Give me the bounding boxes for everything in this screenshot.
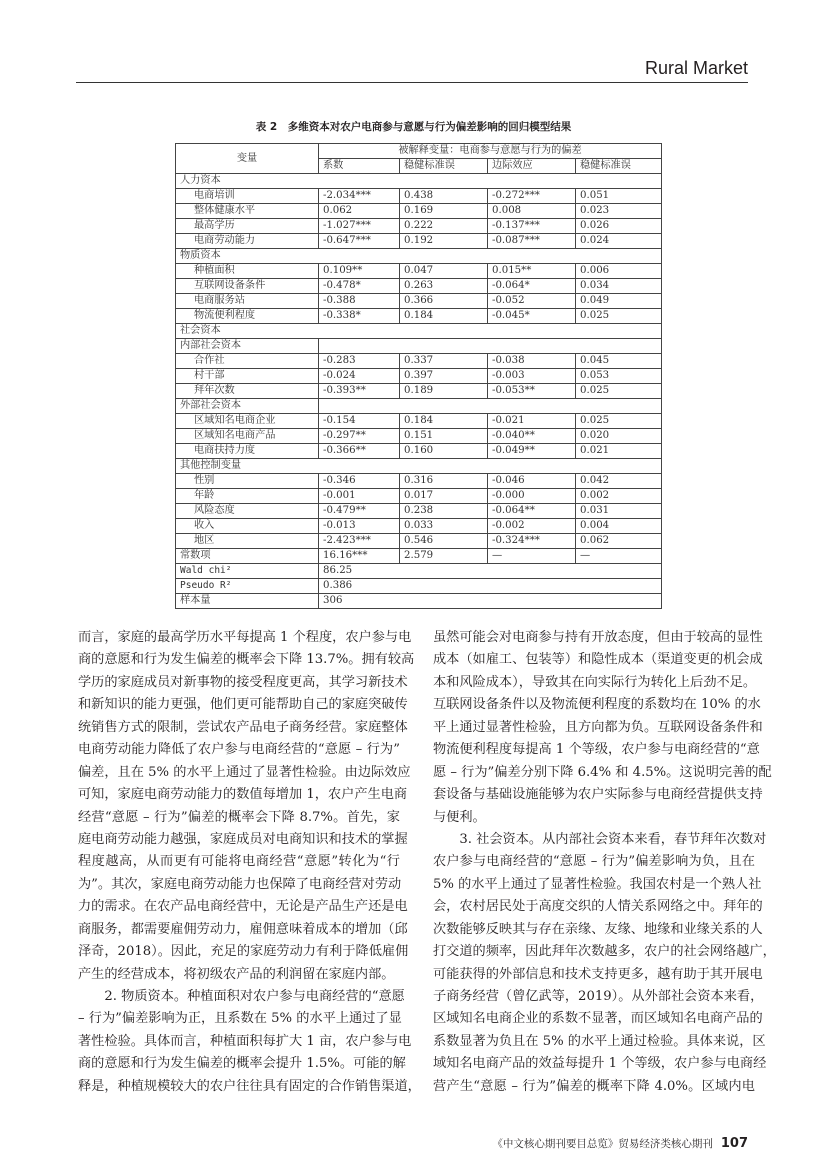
- table-cell: -0.045*: [488, 309, 576, 324]
- table-cell: -0.087***: [488, 234, 576, 249]
- body-column-right: [433, 627, 776, 1098]
- table-cell: -2.423***: [319, 534, 400, 549]
- table-cell: 16.16***: [319, 549, 400, 564]
- table-cell: 0.004: [576, 519, 662, 534]
- table-cell: 种植面积: [176, 264, 319, 279]
- table-cell: 0.025: [576, 414, 662, 429]
- table-cell: 合作社: [176, 354, 319, 369]
- text-line: 著性检验。具体而言，种植面积每扩大 1 亩，农户参与电: [78, 1033, 412, 1049]
- table-cell: 0.008: [488, 204, 576, 219]
- column-header: 系数: [319, 159, 400, 174]
- text-line: 泽奇，2018）。因此，充足的家庭劳动力有利于降低雇佣: [78, 944, 409, 960]
- table-cell: 物质资本: [176, 249, 662, 264]
- table-cell: 村干部: [176, 369, 319, 384]
- table-cell: 0.045: [576, 354, 662, 369]
- text-line: 可知，家庭电商劳动能力的数值每增加 1，农户产生电商: [78, 787, 408, 803]
- text-line: 3. 社会资本。从内部社会资本来看，春节拜年次数对: [433, 831, 767, 847]
- table-cell: 0.021: [576, 444, 662, 459]
- table-cell: -0.297**: [319, 429, 400, 444]
- table-cell: -2.034***: [319, 189, 400, 204]
- table-row: [176, 219, 662, 234]
- text-line: 区域知名电商企业的系数不显著，而区域知名电商产品的: [433, 1011, 763, 1027]
- table-cell: 2.579: [400, 549, 488, 564]
- table-row: [176, 339, 662, 354]
- text-line: 经营“意愿 – 行为”偏差的概率会下降 8.7%。首先，家: [78, 809, 400, 825]
- text-line: 2. 物质资本。种植面积对农户参与电商经营的“意愿: [78, 989, 405, 1004]
- table-cell: 外部社会资本: [176, 399, 319, 414]
- table-cell: 年龄: [176, 489, 319, 504]
- table-cell: 0.025: [576, 309, 662, 324]
- table-cell: 306: [319, 594, 662, 609]
- table-cell: -0.021: [488, 414, 576, 429]
- regression-table: [175, 143, 662, 609]
- text-line: 子商务经营（曾亿武等，2019）。从外部社会资本来看，: [433, 989, 764, 1004]
- table-cell: 最高学历: [176, 219, 319, 234]
- text-line: 农户参与电商经营的“意愿 – 行为”偏差影响为负，且在: [433, 854, 755, 870]
- table-cell: 0.042: [576, 474, 662, 489]
- footer-journal: 《中文核心期刊要目总览》贸易经济类核心期刊: [492, 1138, 713, 1150]
- table-cell: 0.025: [576, 384, 662, 399]
- table-cell: 区域知名电商产品: [176, 429, 319, 444]
- table-cell: 0.438: [400, 189, 488, 204]
- text-line: 统销售方式的限制，尝试农产品电子商务经营。家庭整体: [78, 719, 408, 735]
- table-cell: [319, 339, 662, 354]
- table-cell: 拜年次数: [176, 384, 319, 399]
- table-cell: 0.031: [576, 504, 662, 519]
- table-cell: -0.003: [488, 369, 576, 384]
- table-cell: 0.024: [576, 234, 662, 249]
- table-cell: -0.013: [319, 519, 400, 534]
- table-row: [176, 204, 662, 219]
- table-cell: 0.020: [576, 429, 662, 444]
- page-number: 107: [720, 1136, 748, 1151]
- table-cell: 0.316: [400, 474, 488, 489]
- table-cell: 86.25: [319, 564, 662, 579]
- text-line: 商服务，都需要雇佣劳动力，雇佣意味着成本的增加（邱: [78, 921, 408, 937]
- text-line: 学历的家庭成员对新事物的接受程度更高，其学习新技术: [78, 674, 408, 690]
- table-cell: 物流便利程度: [176, 309, 319, 324]
- text-line: 商的意愿和行为发生偏差的概率会提升 1.5%。可能的解: [78, 1056, 406, 1072]
- text-line: 商的意愿和行为发生偏差的概率会下降 13.7%。拥有较高: [78, 652, 415, 668]
- column-header: 边际效应: [488, 159, 576, 174]
- table-cell: 收入: [176, 519, 319, 534]
- text-line: 和新知识的能力更强，他们更可能帮助自己的家庭突破传: [78, 697, 408, 713]
- text-line: 成本（如雇工、包装等）和隐性成本（渠道变更的机会成: [433, 652, 763, 668]
- table-row: [176, 444, 662, 459]
- table-row: [176, 234, 662, 249]
- table-cell: -0.479**: [319, 504, 400, 519]
- table-cell: -0.046: [488, 474, 576, 489]
- text-line: 庭电商劳动能力越强，家庭成员对电商知识和技术的掌握: [78, 831, 408, 847]
- table-cell: -0.002: [488, 519, 576, 534]
- table-cell: -0.064*: [488, 279, 576, 294]
- table-cell: -1.027***: [319, 219, 400, 234]
- table-cell: 0.184: [400, 414, 488, 429]
- table-cell: -0.024: [319, 369, 400, 384]
- table-cell: -0.053**: [488, 384, 576, 399]
- text-line: 次数能够反映其与存在亲缘、友缘、地缘和业缘关系的人: [433, 921, 763, 937]
- table-cell: -0.388: [319, 294, 400, 309]
- table-cell: 电商服务站: [176, 294, 319, 309]
- table-cell: 内部社会资本: [176, 339, 319, 354]
- table-cell: 0.366: [400, 294, 488, 309]
- table-cell: 0.184: [400, 309, 488, 324]
- table-cell: -0.324***: [488, 534, 576, 549]
- body-column-left: [78, 627, 421, 1098]
- table-row: [176, 399, 662, 414]
- text-line: – 行为”偏差影响为正，且系数在 5% 的水平上通过了显: [78, 1011, 402, 1027]
- table-header-row: [176, 144, 662, 159]
- table-row: [176, 264, 662, 279]
- table-cell: [319, 399, 662, 414]
- table-row: [176, 594, 662, 609]
- table-cell: -0.338*: [319, 309, 400, 324]
- text-line: 物流便利程度每提高 1 个等级，农户参与电商经营的“意: [433, 742, 760, 758]
- text-line: 虽然可能会对电商参与持有开放态度，但由于较高的显性: [433, 630, 763, 645]
- table-cell: Pseudo R²: [176, 579, 319, 594]
- table-cell: 0.222: [400, 219, 488, 234]
- column-header: 稳健标准误: [576, 159, 662, 174]
- table-cell: -0.040**: [488, 429, 576, 444]
- header-rule: [76, 82, 748, 83]
- table-cell: 电商培训: [176, 189, 319, 204]
- table-row: [176, 504, 662, 519]
- table-cell: 0.023: [576, 204, 662, 219]
- table-cell: 0.033: [400, 519, 488, 534]
- table-cell: 0.017: [400, 489, 488, 504]
- table-cell: 0.109**: [319, 264, 400, 279]
- table-cell: 地区: [176, 534, 319, 549]
- table-cell: -0.038: [488, 354, 576, 369]
- table-row: [176, 459, 662, 474]
- table-cell: -0.647***: [319, 234, 400, 249]
- table-cell: -0.393**: [319, 384, 400, 399]
- table-cell: -0.137***: [488, 219, 576, 234]
- table-cell: 0.002: [576, 489, 662, 504]
- text-line: 力的需求。在农产品电商经营中，无论是产品生产还是电: [78, 899, 408, 915]
- table-title: 表 2 多维资本对农户电商参与意愿与行为偏差影响的回归模型结果: [255, 121, 572, 133]
- table-cell: 0.015**: [488, 264, 576, 279]
- table-row: [176, 474, 662, 489]
- table-body: [176, 174, 662, 609]
- table-row: [176, 174, 662, 189]
- table-cell: 0.397: [400, 369, 488, 384]
- table-cell: 0.192: [400, 234, 488, 249]
- table-row: [176, 579, 662, 594]
- table-cell: 0.238: [400, 504, 488, 519]
- table-cell: 0.337: [400, 354, 488, 369]
- column-header: 稳健标准误: [400, 159, 488, 174]
- table-row: [176, 354, 662, 369]
- table-cell: —: [576, 549, 662, 564]
- table-row: [176, 429, 662, 444]
- table-cell: -0.366**: [319, 444, 400, 459]
- text-line: 系数显著为负且在 5% 的水平上通过检验。具体来说，区: [433, 1033, 766, 1049]
- table-cell: 电商扶持力度: [176, 444, 319, 459]
- table-row: [176, 519, 662, 534]
- text-line: 5% 的水平上通过了显著性检验。我国农村是一个熟人社: [433, 876, 762, 892]
- table-cell: 0.062: [576, 534, 662, 549]
- text-line: 而言，家庭的最高学历水平每提高 1 个程度，农户参与电: [78, 630, 412, 645]
- table-row: [176, 564, 662, 579]
- table-cell: 0.049: [576, 294, 662, 309]
- text-line: 域知名电商产品的效益每提升 1 个等级，农户参与电商经: [433, 1056, 767, 1072]
- text-line: 愿 – 行为”偏差分别下降 6.4% 和 4.5%。这说明完善的配: [433, 764, 772, 780]
- table-cell: -0.052: [488, 294, 576, 309]
- table-cell: 0.047: [400, 264, 488, 279]
- table-cell: 互联网设备条件: [176, 279, 319, 294]
- text-line: 电商劳动能力降低了农户参与电商经营的“意愿 – 行为”: [78, 742, 400, 758]
- table-cell: 性别: [176, 474, 319, 489]
- table-row: [176, 489, 662, 504]
- text-line: 打交道的频率，因此拜年次数越多，农户的社会网络越广，: [433, 944, 776, 960]
- text-line: 会，农村居民处于高度交织的人情关系网络之中。拜年的: [433, 899, 763, 915]
- table-cell: 常数项: [176, 549, 319, 564]
- table-cell: 样本量: [176, 594, 319, 609]
- text-line: 产生的经营成本，将初级农产品的利润留在家庭内部。: [78, 966, 395, 982]
- table-cell: 0.034: [576, 279, 662, 294]
- table-cell: 0.026: [576, 219, 662, 234]
- table-cell: 区域知名电商企业: [176, 414, 319, 429]
- page-footer: [492, 1136, 748, 1151]
- table-cell: 0.053: [576, 369, 662, 384]
- table-cell: -0.049**: [488, 444, 576, 459]
- table-cell: 电商劳动能力: [176, 234, 319, 249]
- table-cell: -0.272***: [488, 189, 576, 204]
- table-cell: 0.151: [400, 429, 488, 444]
- table-cell: -0.154: [319, 414, 400, 429]
- table-cell: 0.189: [400, 384, 488, 399]
- table-row: [176, 279, 662, 294]
- table-cell: -0.478*: [319, 279, 400, 294]
- text-line: 偏差，且在 5% 的水平上通过了显著性检验。由边际效应: [78, 764, 411, 780]
- text-line: 互联网设备条件以及物流便利程度的系数均在 10% 的水: [433, 697, 761, 713]
- text-line: 套设备与基础设施能够为农户实际参与电商经营提供支持: [433, 787, 763, 803]
- table-row: [176, 414, 662, 429]
- table-row: [176, 189, 662, 204]
- table-cell: 风险态度: [176, 504, 319, 519]
- table-cell: -0.346: [319, 474, 400, 489]
- table-cell: 0.062: [319, 204, 400, 219]
- text-line: 平上通过显著性检验，且方向都为负。互联网设备条件和: [433, 719, 763, 735]
- table-row: [176, 534, 662, 549]
- text-line: 程度越高，从而更有可能将电商经营“意愿”转化为“行: [78, 854, 400, 870]
- table-cell: —: [488, 549, 576, 564]
- table-cell: 人力资本: [176, 174, 662, 189]
- table-cell: 0.051: [576, 189, 662, 204]
- table-cell: 0.160: [400, 444, 488, 459]
- table-cell: 0.169: [400, 204, 488, 219]
- table-row: [176, 384, 662, 399]
- table-row: [176, 309, 662, 324]
- table-row: [176, 549, 662, 564]
- table-cell: 其他控制变量: [176, 459, 662, 474]
- table-row: [176, 294, 662, 309]
- table-cell: -0.064**: [488, 504, 576, 519]
- header-group: 被解释变量：电商参与意愿与行为的偏差: [319, 144, 662, 159]
- table-cell: Wald chi²: [176, 564, 319, 579]
- table-cell: 0.006: [576, 264, 662, 279]
- table-cell: 0.386: [319, 579, 662, 594]
- header-variable: 变量: [176, 144, 319, 174]
- table-cell: 0.263: [400, 279, 488, 294]
- text-line: 可能获得的外部信息和技术支持更多，越有助于其开展电: [433, 966, 763, 982]
- text-line: 营产生“意愿 – 行为”偏差的概率下降 4.0%。区域内电: [433, 1078, 755, 1094]
- table-cell: 0.546: [400, 534, 488, 549]
- table-row: [176, 324, 662, 339]
- text-line: 与便利。: [433, 809, 486, 825]
- text-line: 为”。其次，家庭电商劳动能力也保障了电商经营对劳动: [78, 876, 402, 892]
- table-cell: -0.000: [488, 489, 576, 504]
- running-head: Rural Market: [644, 58, 748, 78]
- table-cell: -0.283: [319, 354, 400, 369]
- table-cell: 整体健康水平: [176, 204, 319, 219]
- table-cell: -0.001: [319, 489, 400, 504]
- text-line: 释是，种植规模较大的农户往往具有固定的合作销售渠道，: [78, 1078, 421, 1094]
- table-row: [176, 369, 662, 384]
- table-cell: 社会资本: [176, 324, 662, 339]
- text-line: 本和风险成本），导致其在向实际行为转化上后劲不足。: [433, 674, 757, 690]
- table-row: [176, 249, 662, 264]
